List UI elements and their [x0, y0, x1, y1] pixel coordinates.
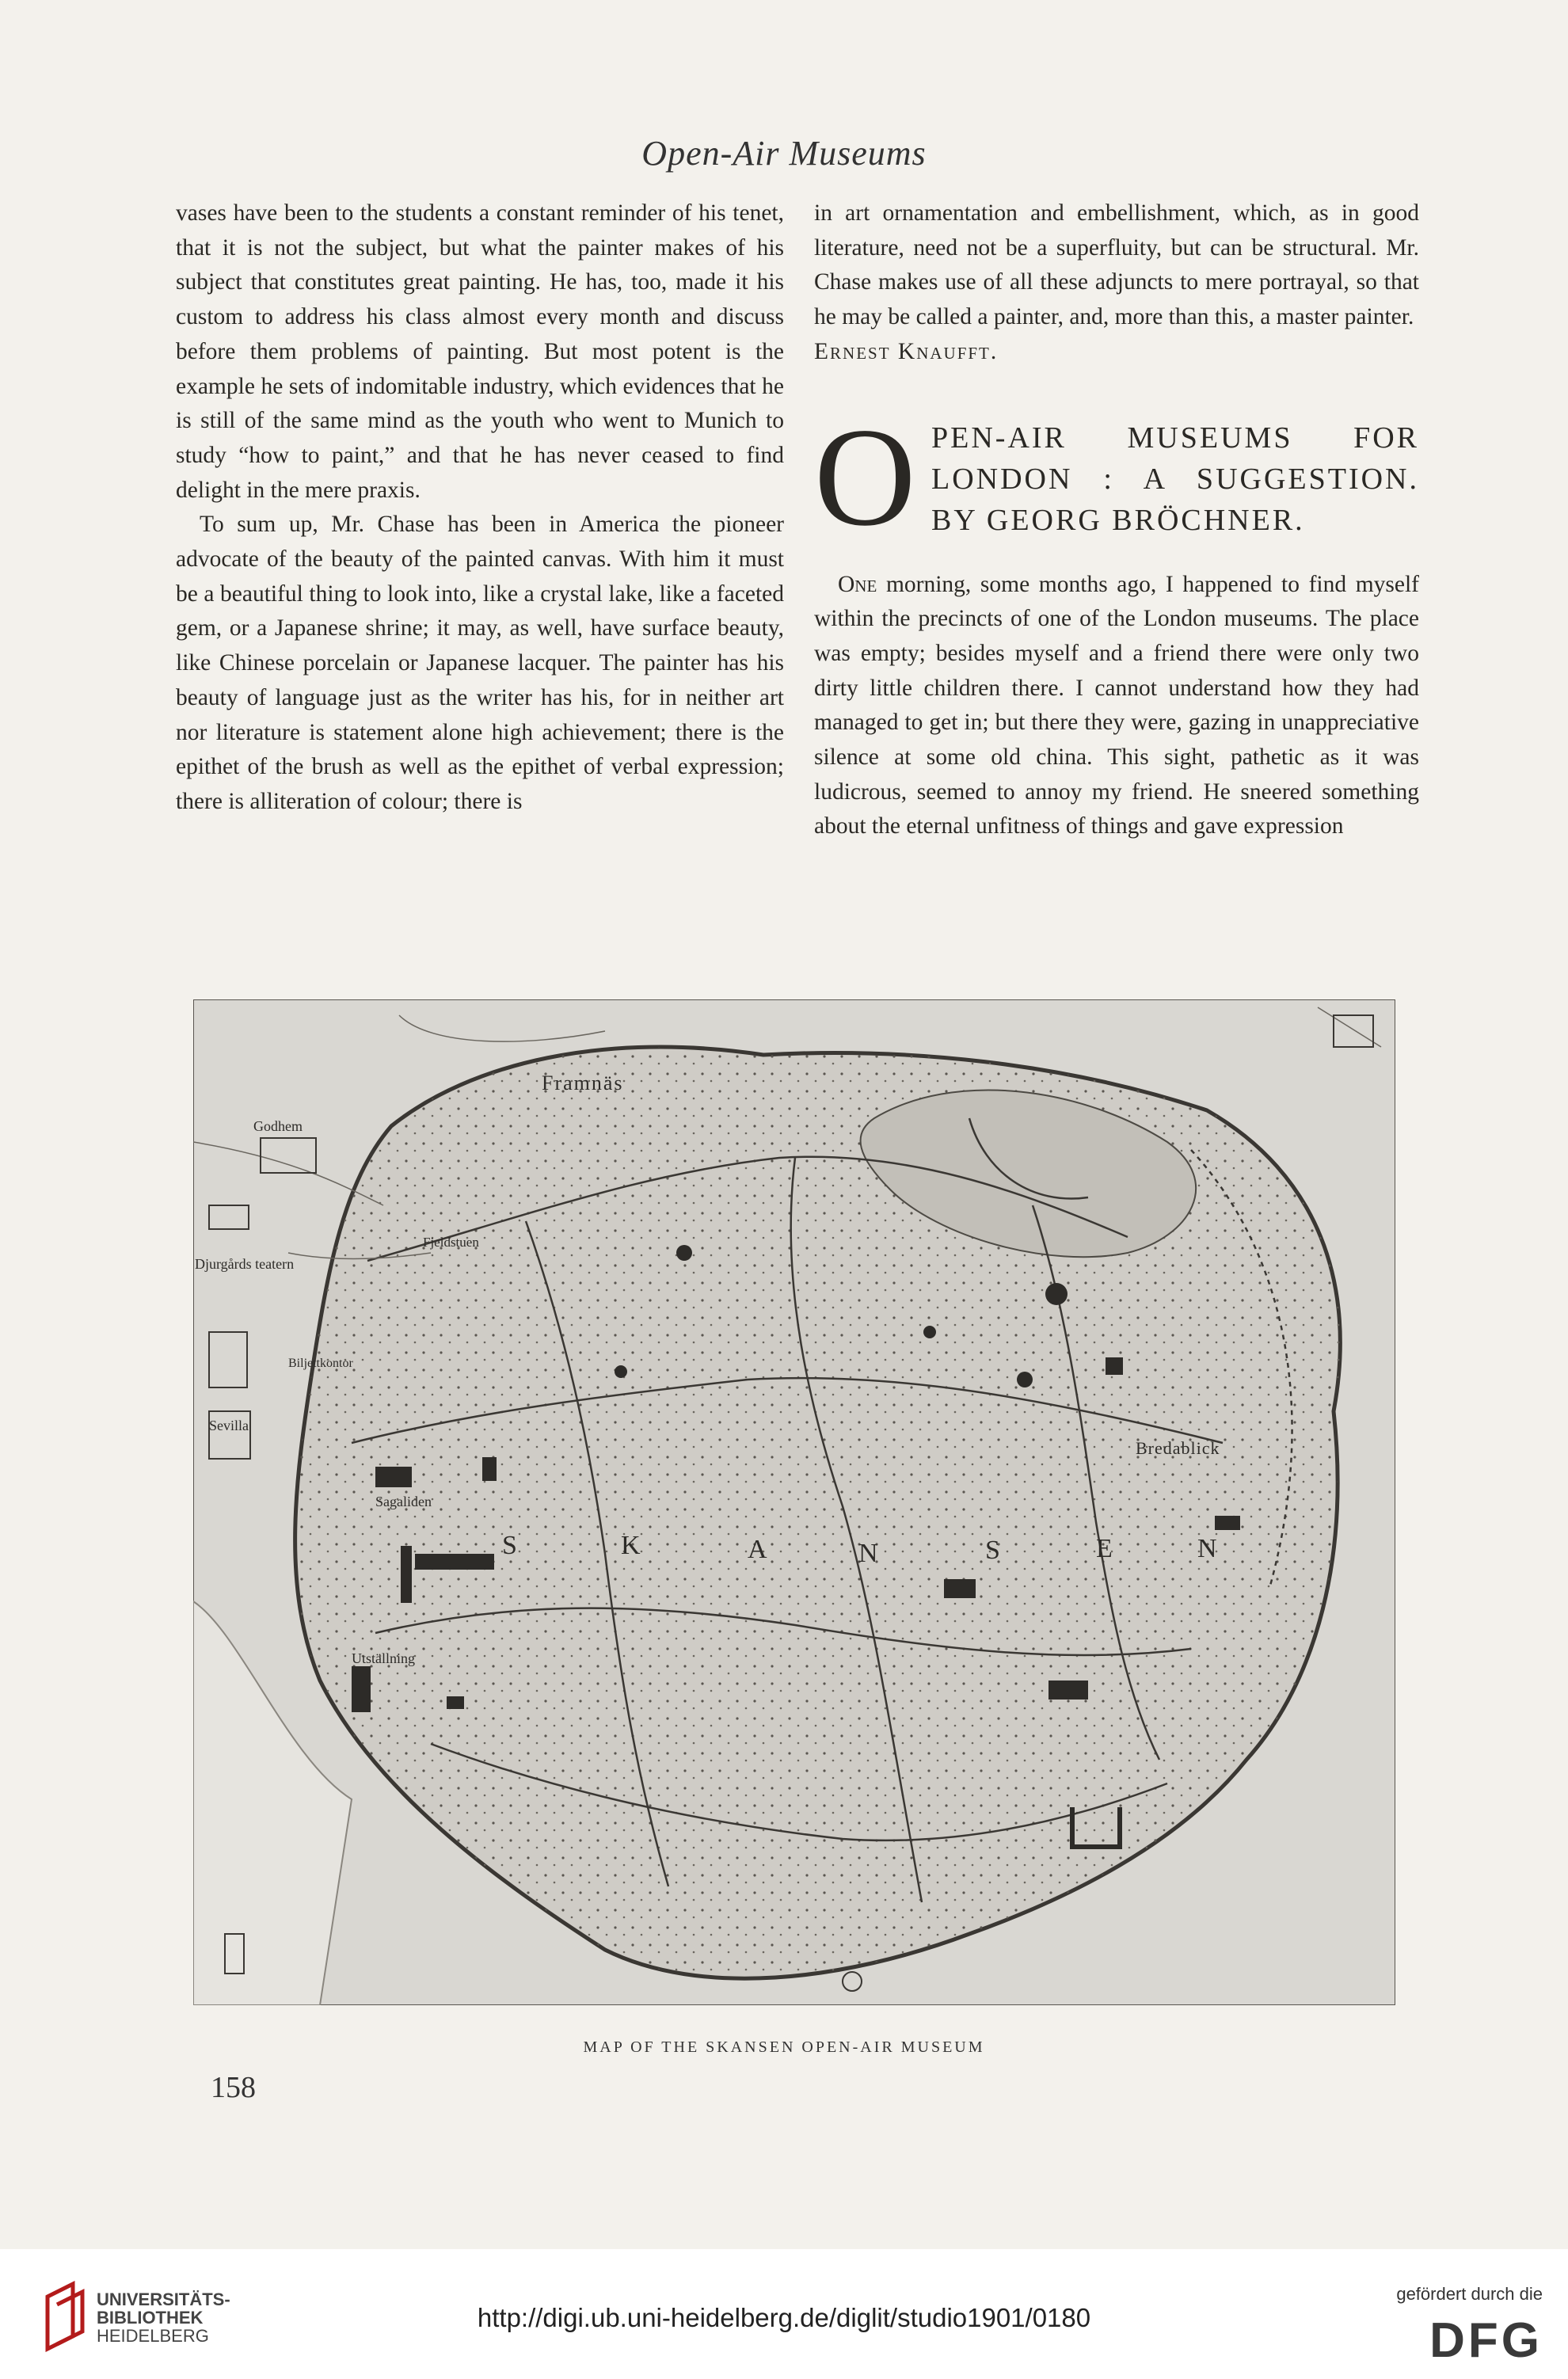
- funded-by-text: gefördert durch die: [1396, 2284, 1543, 2304]
- map-caption: MAP OF THE SKANSEN OPEN-AIR MUSEUM: [583, 2038, 985, 2056]
- library-name-line-2: BIBLIOTHEK: [97, 2308, 204, 2328]
- label-fjeldstuen: Fjeldstuen: [423, 1235, 479, 1250]
- label-framnas: Framnäs: [542, 1072, 624, 1094]
- building-round-1: [1045, 1283, 1068, 1305]
- left-paragraph-2: To sum up, Mr. Chase has been in America the pioneer advocate of the beauty of the painted canvas. With him it must be a beautiful thing to look into, like a crystal lake, like a faceted gem, or a Japanese shrine; it may, as well, have surface beauty, like Chinese porcelain or Japanese lacquer. The painter has his beauty of language just as the writer has his, for in neither art nor literature is statement alone high achievement; there is the epithet of the brush as well as the epithet of verbal expression; there is alliteration of colour; there is: [176, 512, 784, 814]
- page-number: 158: [211, 2071, 256, 2104]
- right-paragraph-2-text: morning, some months ago, I happened to find myself within the precincts of one of the London museums. The place was empty; besides myself and a friend there were only two dirty little children there. I cannot understand how they had managed to get in; but there they were, gazing in unappreciative silence at some old china. This sight, pathetic as it was ludicrous, seemed to annoy my friend. He sneered something about the eternal unfitness of things and gave expression: [814, 571, 1419, 839]
- label-sagaliden: Sagaliden: [375, 1494, 432, 1509]
- heading-line-1: PEN-AIR MUSEUMS FOR: [931, 421, 1419, 455]
- library-name-line-3: HEIDELBERG: [97, 2326, 209, 2346]
- right-paragraph-1: in art ornamentation and embellishment, which, as in good literature, need not be a superfluity, but can be structural. Mr. Chase makes use of all these adjuncts to mere portrayal, so that he may be called a painter, and, more than this, a master painter.: [814, 200, 1419, 330]
- dfg-logo: DFG: [1429, 2313, 1543, 2368]
- label-skansen-n2: N: [1197, 1534, 1217, 1563]
- label-godhem: Godhem: [253, 1118, 303, 1134]
- label-skansen-k: K: [621, 1531, 641, 1560]
- source-url-link[interactable]: http://digi.ub.uni-heidelberg.de/diglit/studio1901/0180: [477, 2303, 1091, 2332]
- heading-text: [931, 417, 1419, 541]
- library-name-line-1: UNIVERSITÄTS-: [97, 2290, 230, 2309]
- building-long-hall: [415, 1554, 494, 1570]
- label-bredablick: Bredablick: [1136, 1438, 1220, 1458]
- right-column: [814, 196, 1419, 844]
- heading-line-2: LONDON : A SUGGESTION.: [931, 462, 1419, 496]
- building-round-5: [923, 1326, 936, 1338]
- building-sagaliden: [375, 1467, 412, 1487]
- article-heading: [814, 398, 1419, 555]
- building-center-east: [944, 1579, 976, 1598]
- building-round-2: [1017, 1372, 1033, 1387]
- heading-line-3: BY GEORG BRÖCHNER.: [931, 503, 1305, 537]
- label-djurgards: Djurgårds teatern: [195, 1256, 295, 1272]
- label-sevilla: Sevilla: [209, 1418, 249, 1433]
- label-skansen-s: S: [502, 1531, 517, 1560]
- building-utstallning: [352, 1666, 371, 1712]
- skansen-map: [193, 999, 1395, 2005]
- left-column: [176, 196, 784, 820]
- left-paragraph-1: vases have been to the students a constant reminder of his tenet, that it is not the subject, but what the painter makes of his subject that constitutes great painting. He has, too, made it his custom to address his class almost every month and discuss before them problems of painting. But most potent is the example he sets of indomitable industry, which evidences that he is still of the same mind as the youth who went to Munich to study “how to paint,” and that he has never ceased to find delight in the mere praxis.: [176, 200, 784, 503]
- lead-word: One: [838, 571, 877, 597]
- label-skansen-a: A: [748, 1535, 767, 1564]
- building-round-4: [615, 1365, 627, 1378]
- heading-drop-cap: O: [814, 398, 916, 555]
- building-round-3: [676, 1245, 692, 1261]
- label-biljettkontor: Biljettkontor: [288, 1357, 353, 1370]
- building-west-wing: [401, 1546, 412, 1603]
- label-utstallning: Utställning: [352, 1650, 415, 1666]
- building-bredablick-area: [1106, 1357, 1123, 1375]
- label-skansen-e: E: [1096, 1534, 1113, 1563]
- running-head: Open-Air Museums: [641, 134, 927, 173]
- building-west-2: [482, 1457, 497, 1481]
- building-east: [1049, 1681, 1088, 1700]
- right-paragraph-2: [814, 568, 1419, 845]
- label-skansen-s2: S: [985, 1536, 1000, 1565]
- building-east-edge: [1215, 1516, 1240, 1530]
- author-signature: Ernest Knaufft.: [814, 338, 999, 364]
- map-drawing: [193, 999, 1395, 2005]
- footer-bar: [0, 2249, 1568, 2379]
- label-skansen-n1: N: [858, 1539, 878, 1568]
- building-south-1: [447, 1696, 464, 1709]
